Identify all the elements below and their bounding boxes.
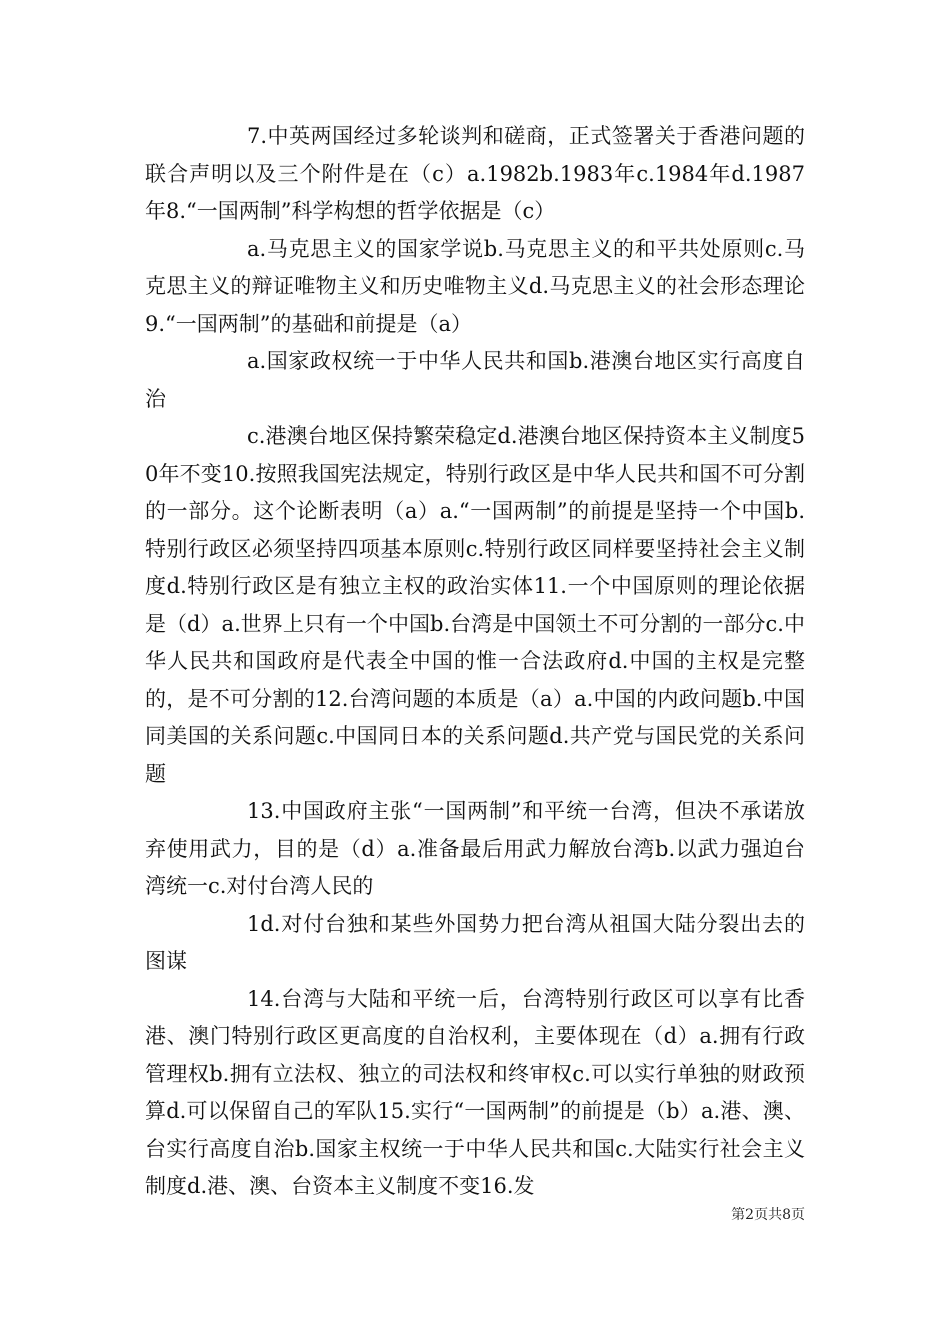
paragraph-q7-q8: 7.中英两国经过多轮谈判和磋商，正式签署关于香港问题的联合声明以及三个附件是在（c）a.1982b.1983年c.1984年d.1987年8.“一国两制”科学构想的哲学依据是（c） — [145, 124, 805, 223]
paragraph-q14-q16: 14.台湾与大陆和平统一后，台湾特别行政区可以享有比香港、澳门特别行政区更高度的自治权利，主要体现在（d）a.拥有行政管理权b.拥有立法权、独立的司法权和终审权c.可以实行单独的财政预算d.可以保留自己的军队15.实行“一国两制”的前提是（b）a.港、澳、台实行高度自治b.国家主权统一于中华人民共和国c.大陆实行社会主义制度d.港、澳、台资本主义制度不变16.发 — [145, 986, 805, 1198]
paragraph-q9-options-ab: a.国家政权统一于中华人民共和国b.港澳台地区实行高度自治 — [145, 349, 805, 411]
paragraph-q8-options: a.马克思主义的国家学说b.马克思主义的和平共处原则c.马克思主义的辩证唯物主义和历史唯物主义d.马克思主义的社会形态理论9.“一国两制”的基础和前提是（a） — [145, 236, 805, 336]
page-number: 第2页共8页 — [731, 1207, 805, 1223]
paragraph-q13-option-d: 1d.对付台独和某些外国势力把台湾从祖国大陆分裂出去的图谋 — [145, 911, 805, 973]
document-body — [145, 118, 805, 1206]
paragraph-q13: 13.中国政府主张“一国两制”和平统一台湾，但决不承诺放弃使用武力，目的是（d）a.准备最后用武力解放台湾b.以武力强迫台湾统一c.对付台湾人民的 — [145, 799, 805, 898]
paragraph-q9-q12: c.港澳台地区保持繁荣稳定d.港澳台地区保持资本主义制度50年不变10.按照我国宪法规定，特别行政区是中华人民共和国不可分割的一部分。这个论断表明（a）a.“一国两制”的前提是坚持一个中国b.特别行政区必须坚持四项基本原则c.特别行政区同样要坚持社会主义制度d.特别行政区是有独立主权的政治实体11.一个中国原则的理论依据是（d）a.世界上只有一个中国b.台湾是中国领土不可分割的一部分c.中华人民共和国政府是代表全中国的惟一合法政府d.中国的主权是完整的，是不可分割的12.台湾问题的本质是（a）a.中国的内政问题b.中国同美国的关系问题c.中国同日本的关系问题d.共产党与国民党的关系问题 — [145, 424, 805, 786]
